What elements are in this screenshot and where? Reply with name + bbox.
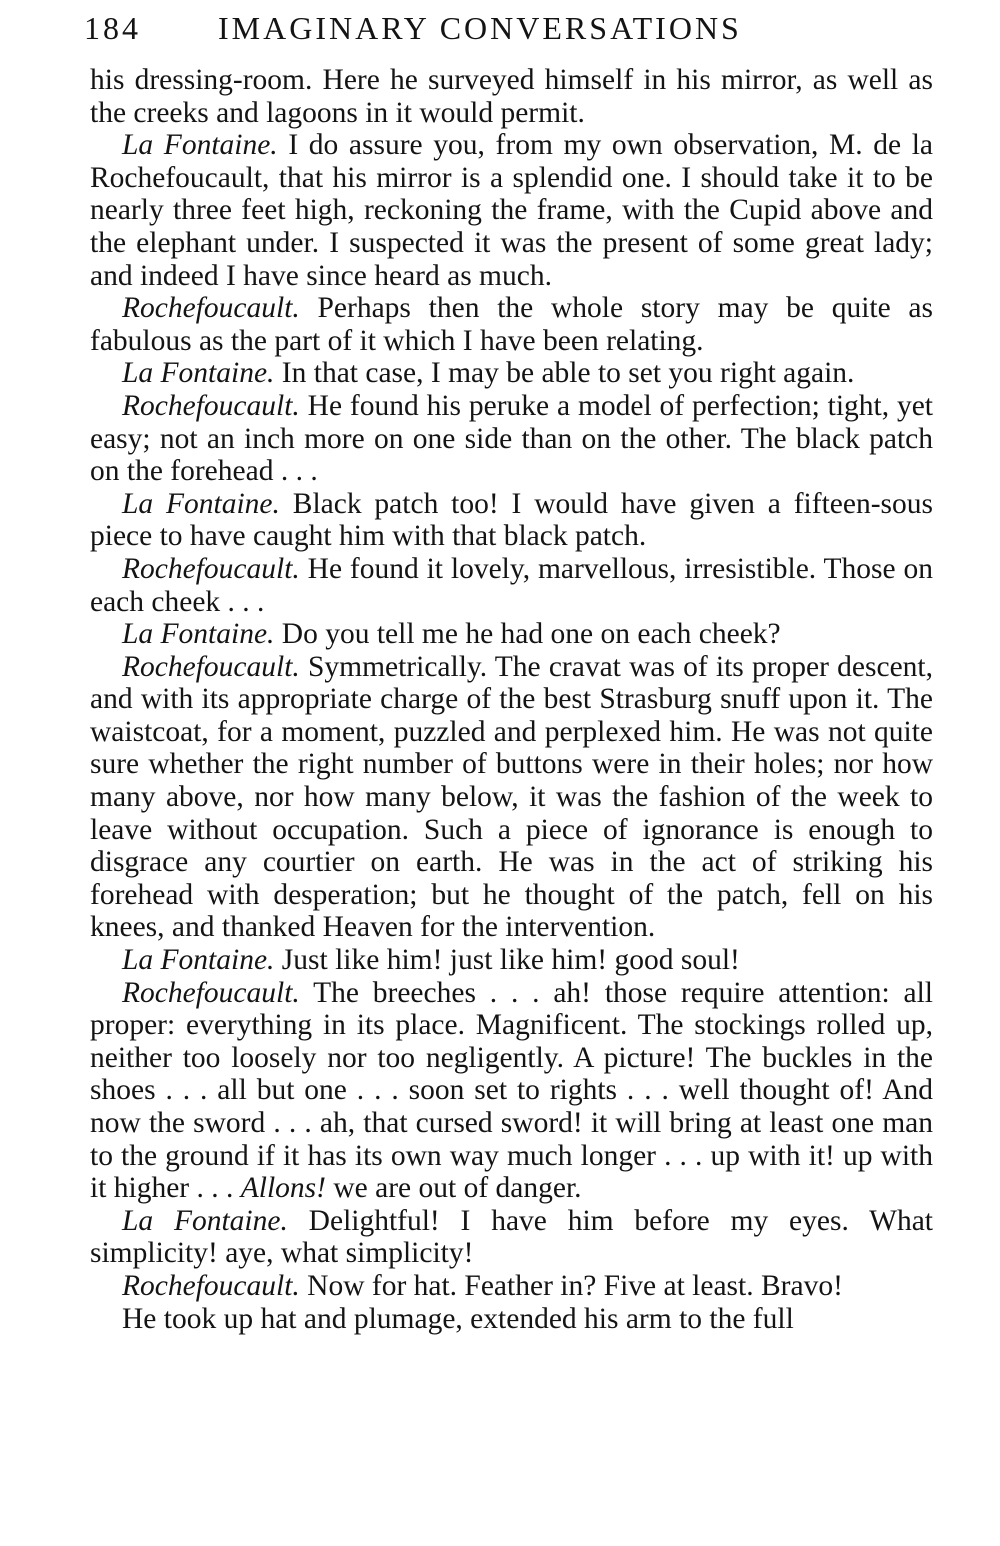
paragraph-text: Delightful! I have him before my eyes. What simplicity! aye, what simplicity! — [90, 1204, 934, 1270]
paragraph-text: Do you tell me he had one on each cheek? — [281, 618, 781, 651]
paragraph — [90, 944, 933, 977]
paragraph — [90, 488, 933, 553]
speaker-name: Rochefoucault. — [122, 389, 300, 422]
paragraph-text: Symmetrically. The cravat was of its proper descent, and with its appropriate charge of the best Strasburg snuff upon it. The waistcoat, for a moment, puzzled and perplexed him. He was not quite sure whether the right number of buttons were in their holes; nor how many above, nor how many below, it was the fashion of the week to leave without occupation. Such a piece of ignorance is enough to disgrace any courtier on earth. He was in the act of striking his forehead with desperation; but he thought of the patch, fell on his knees, and thanked Heaven for the intervention. — [90, 650, 933, 944]
body-text — [90, 64, 933, 1335]
paragraph — [90, 357, 933, 390]
paragraph — [90, 1205, 933, 1270]
speaker-name: La Fontaine. — [122, 487, 280, 520]
paragraph-text: I do assure you, from my own observation, M. de la Rochefoucault, that his mirror is a splendid one. I should take it to be nearly three feet high, reckoning the frame, with the Cupid above and the elephant under. I suspected it was the present of some great lady; and indeed I have since heard as much. — [90, 129, 933, 292]
paragraph — [90, 651, 933, 944]
speaker-name: Rochefoucault. — [122, 650, 300, 683]
speaker-name: La Fontaine. — [122, 618, 275, 651]
paragraph-text: his dressing-room. Here he surveyed himself in his mirror, as well as the creeks and lagoons in it would permit. — [90, 64, 933, 129]
paragraph — [90, 977, 933, 1205]
paragraph-text: The breeches . . . ah! those require attention: all proper: everything in its place. Magnificent. The stockings rolled up, neither too loosely nor too negligently. A picture! The buckles in the shoes . . . all but one . . . soon set to rights . . . well thought of! And now the sword . . . ah, that cursed sword! it will bring at least one man to the ground if it has its own way much longer . . . up with it! up with it higher . . . — [90, 976, 933, 1205]
speaker-name: La Fontaine. — [122, 1204, 288, 1237]
paragraph — [90, 292, 933, 357]
speaker-name: Rochefoucault. — [122, 976, 300, 1009]
speaker-name: Rochefoucault. — [122, 552, 300, 585]
speaker-name: La Fontaine. — [122, 944, 275, 977]
paragraph — [90, 553, 933, 618]
speaker-name: Rochefoucault. — [122, 292, 300, 325]
paragraph-text: He took up hat and plumage, extended his arm to the full — [122, 1302, 794, 1335]
paragraph-text: He found his peruke a model of perfection; tight, yet easy; not an inch more on one side than on the other. The black patch on the forehead . . . — [90, 389, 933, 488]
running-title: IMAGINARY CONVERSATIONS — [218, 10, 742, 46]
speaker-name: La Fontaine. — [122, 129, 278, 162]
paragraph-text-tail: we are out of danger. — [333, 1172, 582, 1205]
paragraph-text: In that case, I may be able to set you right again. — [281, 357, 855, 390]
paragraph-text: Just like him! just like him! good soul! — [281, 944, 740, 977]
paragraph — [90, 129, 933, 292]
paragraph — [90, 1270, 933, 1303]
paragraph-text: He found it lovely, marvellous, irresistible. Those on each cheek . . . — [90, 552, 933, 618]
paragraph-text: Black patch too! I would have given a fifteen-sous piece to have caught him with that black patch. — [90, 487, 933, 553]
paragraph — [90, 64, 933, 129]
paragraph-text: Perhaps then the whole story may be quite as fabulous as the part of it which I have been relating. — [90, 292, 934, 357]
paragraph — [90, 618, 933, 651]
speaker-name: La Fontaine. — [122, 357, 275, 390]
paragraph — [90, 1303, 933, 1336]
italic-exclamation: Allons! — [240, 1172, 326, 1205]
paragraph-text: Now for hat. Feather in? Five at least. Bravo! — [307, 1269, 843, 1302]
paragraph — [90, 390, 933, 488]
speaker-name: Rochefoucault. — [122, 1269, 300, 1302]
running-head — [84, 10, 944, 50]
page-number: 184 — [84, 10, 141, 46]
